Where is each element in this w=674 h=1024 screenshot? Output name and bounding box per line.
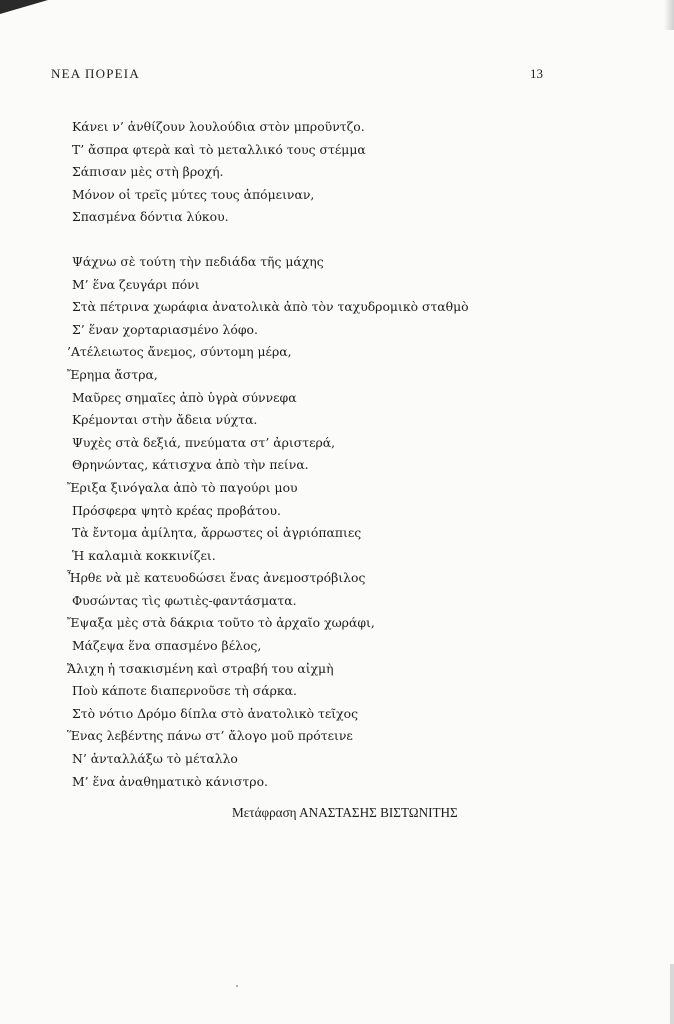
poem-line: Ἔριξα ξινόγαλα ἀπὸ τὸ παγούρι μου <box>67 479 298 495</box>
poem-line: Ἕνας λεβέντης πάνω στ’ ἄλογο μοῦ πρότεινε <box>67 728 353 744</box>
poem-line: Ἡ καλαμιὰ κοκκινίζει. <box>72 547 216 563</box>
stanza-2 <box>67 251 592 793</box>
poem <box>67 116 592 793</box>
poem-line: Τὰ ἔντομα ἀμίλητα, ἄρρωστες οἱ ἀγριόπαπιες <box>72 525 362 541</box>
poem-line: Τ’ ἄσπρα φτερὰ καὶ τὸ μεταλλικό τους στέμμα <box>72 141 366 157</box>
poem-line: ’Ατέλειωτος ἄνεμος, σύντομη μέρα, <box>67 344 292 360</box>
poem-line: Ψυχὲς στὰ δεξιά, πνεύματα στ’ ἀριστερά, <box>72 434 336 450</box>
poem-line: Πρόσφερα ψητὸ κρέας προβάτου. <box>72 502 281 518</box>
translator-credit: Μετάφραση ΑΝΑΣΤΑΣΗΣ ΒΙΣΤΩΝΙΤΗΣ <box>232 805 458 820</box>
running-title: ΝΕΑ ΠΟΡΕΙΑ <box>51 66 140 81</box>
poem-line: Ἔρημα ἄστρα, <box>67 366 158 382</box>
poem-line: Φυσώντας τὶς φωτιὲς-φαντάσματα. <box>72 592 297 608</box>
poem-line: Στὸ νότιο Δρόμο δίπλα στὸ ἀνατολικὸ τεῖχος <box>72 705 359 721</box>
poem-line: Μάζεψα ἕνα σπασμένο βέλος, <box>72 638 262 654</box>
poem-line: Σάπισαν μὲς στὴ βροχή. <box>72 164 224 180</box>
poem-line: Κάνει ν’ ἀνθίζουν λουλούδια στὸν μπροῦντζο. <box>72 119 365 134</box>
poem-line: Μ’ ἕνα ζευγάρι πόνι <box>72 276 200 292</box>
poem-line: Κρέμονται στὴν ἄδεια νύχτα. <box>72 412 258 428</box>
poem-line: Ἄλιχη ἡ τσακισμένη καὶ στραβή του αἰχμὴ <box>67 660 334 676</box>
poem-line: Ἦρθε νὰ μὲ κατευοδώσει ἕνας ἀνεμοστρόβιλος <box>67 570 366 586</box>
stanza-1 <box>72 116 592 229</box>
poem-line: Μαῦρες σημαῖες ἀπὸ ὑγρὰ σύννεφα <box>72 389 297 405</box>
scan-corner-shadow <box>0 0 48 14</box>
page-number: 13 <box>530 66 543 81</box>
poem-line: Μ’ ἕνα ἀναθηματικὸ κάνιστρο. <box>72 773 268 789</box>
poem-line: Ἔψαξα μὲς στὰ δάκρια τοῦτο τὸ ἀρχαῖο χωράφι, <box>67 615 375 631</box>
poem-line: Μόνον οἱ τρεῖς μύτες τους ἀπόμειναν, <box>72 186 315 202</box>
scan-edge-shadow-bottom <box>670 964 674 1024</box>
poem-line: Σ’ ἕναν χορταριασμένο λόφο. <box>72 321 258 337</box>
poem-line: Ν’ ἀνταλλάξω τὸ μέταλλο <box>72 751 238 767</box>
scan-edge-shadow <box>664 0 674 30</box>
poem-line: Θρηνώντας, κάτισχνα ἀπὸ τὴν πείνα. <box>72 457 309 473</box>
poem-line: Ψάχνω σὲ τούτη τὴν πεδιάδα τῆς μάχης <box>72 253 324 269</box>
scan-speck <box>236 985 238 987</box>
poem-line: Σπασμένα δόντια λύκου. <box>72 209 229 225</box>
poem-line: Στὰ πέτρινα χωράφια ἀνατολικὰ ἀπὸ τὸν ταχυδρομικὸ σταθμὸ <box>72 299 469 315</box>
poem-line: Ποὺ κάποτε διαπερνοῦσε τὴ σάρκα. <box>72 683 297 699</box>
